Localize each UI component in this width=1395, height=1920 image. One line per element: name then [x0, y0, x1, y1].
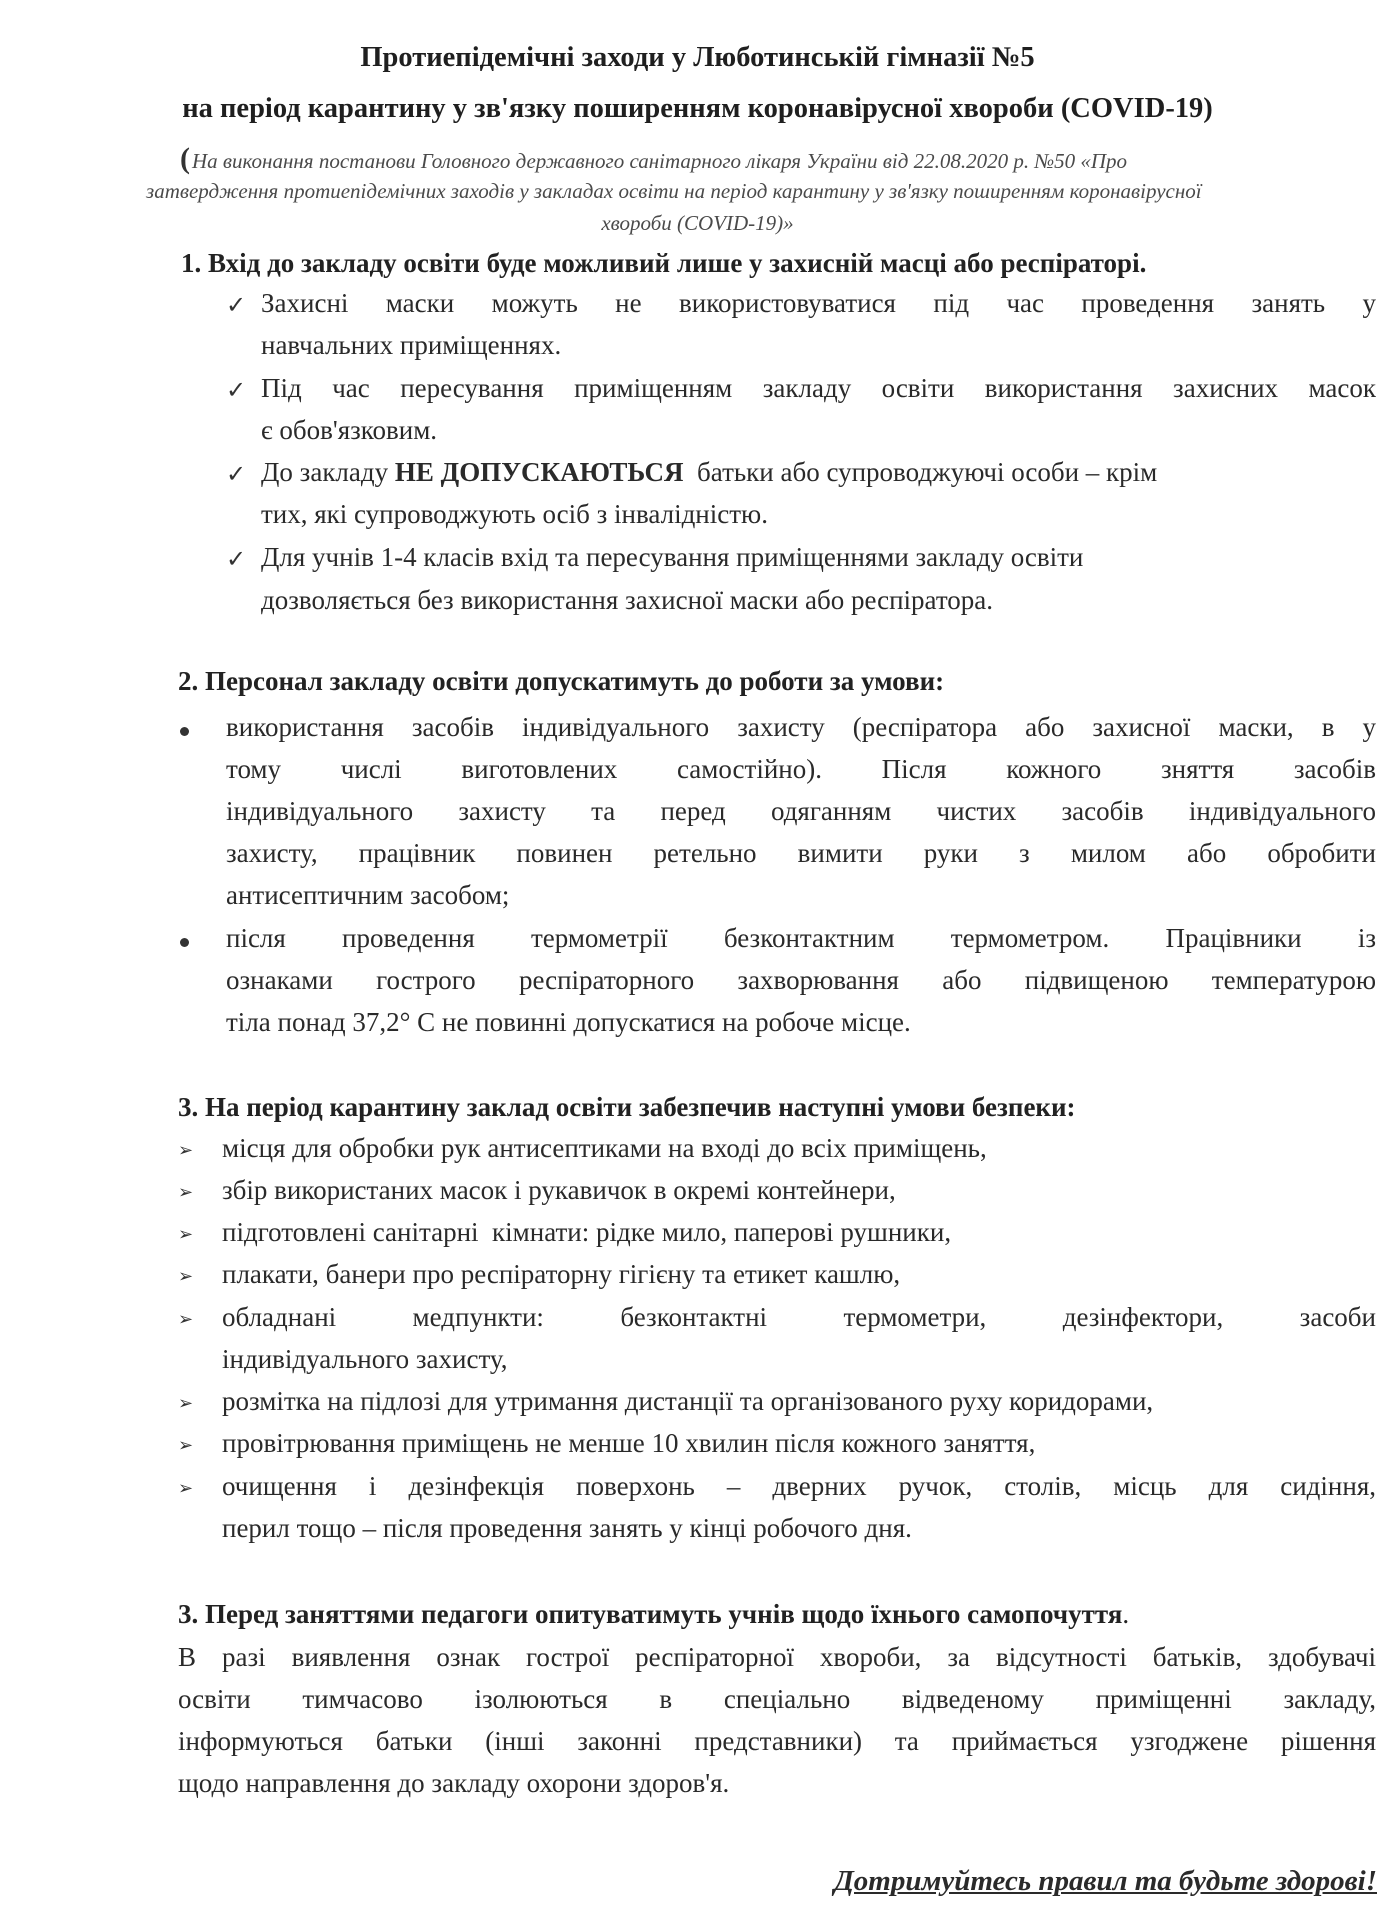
section-2-item-1-line-5: антисептичним засобом; — [226, 880, 510, 910]
section-1-item-1-line-2: навчальних приміщеннях. — [261, 330, 562, 360]
section-4-line-4: щодо направлення до закладу охорони здоров'я. — [178, 1768, 730, 1798]
section-1-item-2-line-1: Під час пересування приміщенням закладу освіти використання захисних масок — [261, 373, 1376, 403]
arrow-bullet-icon: ➢ — [178, 1224, 194, 1245]
reference-line-3: хвороби (COVID-19)» — [601, 211, 794, 235]
closing-slogan: Дотримуйтесь правил та будьте здорові! — [834, 1865, 1377, 1897]
arrow-bullet-icon: ➢ — [178, 1309, 194, 1330]
section-4-line-2: освіти тимчасово ізолюються в спеціально відведеному приміщенні закладу, — [178, 1684, 1376, 1714]
reference-line-2: затвердження протиепідемічних заходів у закладах освіти на період карантину у зв'язку поширенням коронавірусної — [146, 179, 1202, 203]
arrow-bullet-icon: ➢ — [178, 1478, 194, 1499]
item-3-text-after: батьки або супроводжуючі особи – крім — [683, 457, 1158, 487]
bullet-dot-icon — [180, 938, 189, 947]
section-2-item-1-line-3: індивідуального захисту та перед одяганням чистих засобів індивідуального — [226, 796, 1376, 826]
check-mark-icon: ✓ — [226, 545, 247, 573]
section-3-item-1: місця для обробки рук антисептиками на вході до всіх приміщень, — [222, 1133, 987, 1163]
section-1-item-4-line-1: Для учнів 1-4 класів вхід та пересування приміщеннями закладу освіти — [261, 542, 1084, 572]
section-1-item-4-line-2: дозволяється без використання захисної маски або респіратора. — [261, 585, 994, 615]
not-admitted-emphasis: НЕ ДОПУСКАЮТЬСЯ — [394, 457, 684, 487]
section-3-item-8-line-2: перил тощо – після проведення занять у кінці робочого дня. — [222, 1513, 912, 1543]
section-1-item-3-line-1 — [261, 457, 1157, 488]
document-title-line-1: Протиепідемічні заходи у Люботинській гімназії №5 — [360, 42, 1035, 73]
section-4-heading — [178, 1599, 1129, 1630]
section-3-item-8-line-1: очищення і дезінфекція поверхонь – дверних ручок, столів, місць для сидіння, — [222, 1471, 1376, 1501]
section-2-item-2-line-3: тіла понад 37,2° С не повинні допускатися на робоче місце. — [226, 1007, 911, 1037]
arrow-bullet-icon: ➢ — [178, 1266, 194, 1287]
section-1-item-1-line-1: Захисні маски можуть не використовуватися під час проведення занять у — [261, 288, 1376, 318]
arrow-bullet-icon: ➢ — [178, 1140, 194, 1161]
section-3-item-3: підготовлені санітарні кімнати: рідке мило, паперові рушники, — [222, 1217, 952, 1247]
check-mark-icon: ✓ — [226, 291, 247, 319]
check-mark-icon: ✓ — [226, 376, 247, 404]
arrow-bullet-icon: ➢ — [178, 1393, 194, 1414]
section-4-line-3: інформуються батьки (інші законні представники) та приймається узгоджене рішення — [178, 1726, 1376, 1756]
arrow-bullet-icon: ➢ — [178, 1182, 194, 1203]
arrow-bullet-icon: ➢ — [178, 1435, 194, 1456]
section-3-item-5-line-2: індивідуального захисту, — [222, 1344, 508, 1374]
section-3-item-7: провітрювання приміщень не менше 10 хвилин після кожного заняття, — [222, 1428, 1036, 1458]
section-2-item-1-line-2: тому числі виготовлених самостійно). Після кожного зняття засобів — [226, 754, 1376, 784]
document-title-line-2: на період карантину у зв'язку поширенням коронавірусної хвороби (COVID-19) — [182, 93, 1213, 124]
bullet-dot-icon — [180, 727, 189, 736]
section-3-item-6: розмітка на підлозі для утримання дистанції та організованого руху коридорами, — [222, 1386, 1154, 1416]
check-mark-icon: ✓ — [226, 460, 247, 488]
section-2-item-2-line-2: ознаками гострого респіраторного захворювання або підвищеною температурою — [226, 965, 1376, 995]
section-1-heading: 1. Вхід до закладу освіти буде можливий лише у захисній масці або респіраторі. — [181, 248, 1147, 278]
item-3-text-before: До закладу — [261, 457, 395, 487]
reference-text-1: На виконання постанови Головного державного санітарного лікаря України від 22.08.2020 р. №50 «Про — [192, 149, 1128, 173]
section-2-heading: 2. Персонал закладу освіти допускатимуть до роботи за умови: — [178, 666, 945, 696]
section-1-item-3-line-2: тих, які супроводжують осіб з інвалідністю. — [261, 499, 768, 529]
section-4-heading-text: 3. Перед заняттями педагоги опитуватимуть учнів щодо їхнього самопочуття — [178, 1599, 1123, 1629]
section-3-item-4: плакати, банери про респіраторну гігієну та етикет кашлю, — [222, 1259, 901, 1289]
reference-open-paren: ( — [180, 142, 190, 175]
reference-line-1 — [180, 142, 1127, 176]
section-2-item-2-line-1: після проведення термометрії безконтактним термометром. Працівники із — [226, 923, 1376, 953]
section-2-item-1-line-4: захисту, працівник повинен ретельно вимити руки з милом або обробити — [226, 838, 1376, 868]
section-4-heading-period: . — [1122, 1599, 1130, 1629]
section-3-item-5-line-1: обладнані медпункти: безконтактні термометри, дезінфектори, засоби — [222, 1302, 1376, 1332]
section-3-heading: 3. На період карантину заклад освіти забезпечив наступні умови безпеки: — [178, 1092, 1076, 1122]
section-1-item-2-line-2: є обов'язковим. — [261, 415, 438, 445]
section-4-line-1: В разі виявлення ознак гострої респіраторної хвороби, за відсутності батьків, здобувачі — [178, 1642, 1376, 1672]
section-3-item-2: збір використаних масок і рукавичок в окремі контейнери, — [222, 1175, 896, 1205]
section-2-item-1-line-1: використання засобів індивідуального захисту (респіратора або захисної маски, в у — [226, 712, 1376, 742]
